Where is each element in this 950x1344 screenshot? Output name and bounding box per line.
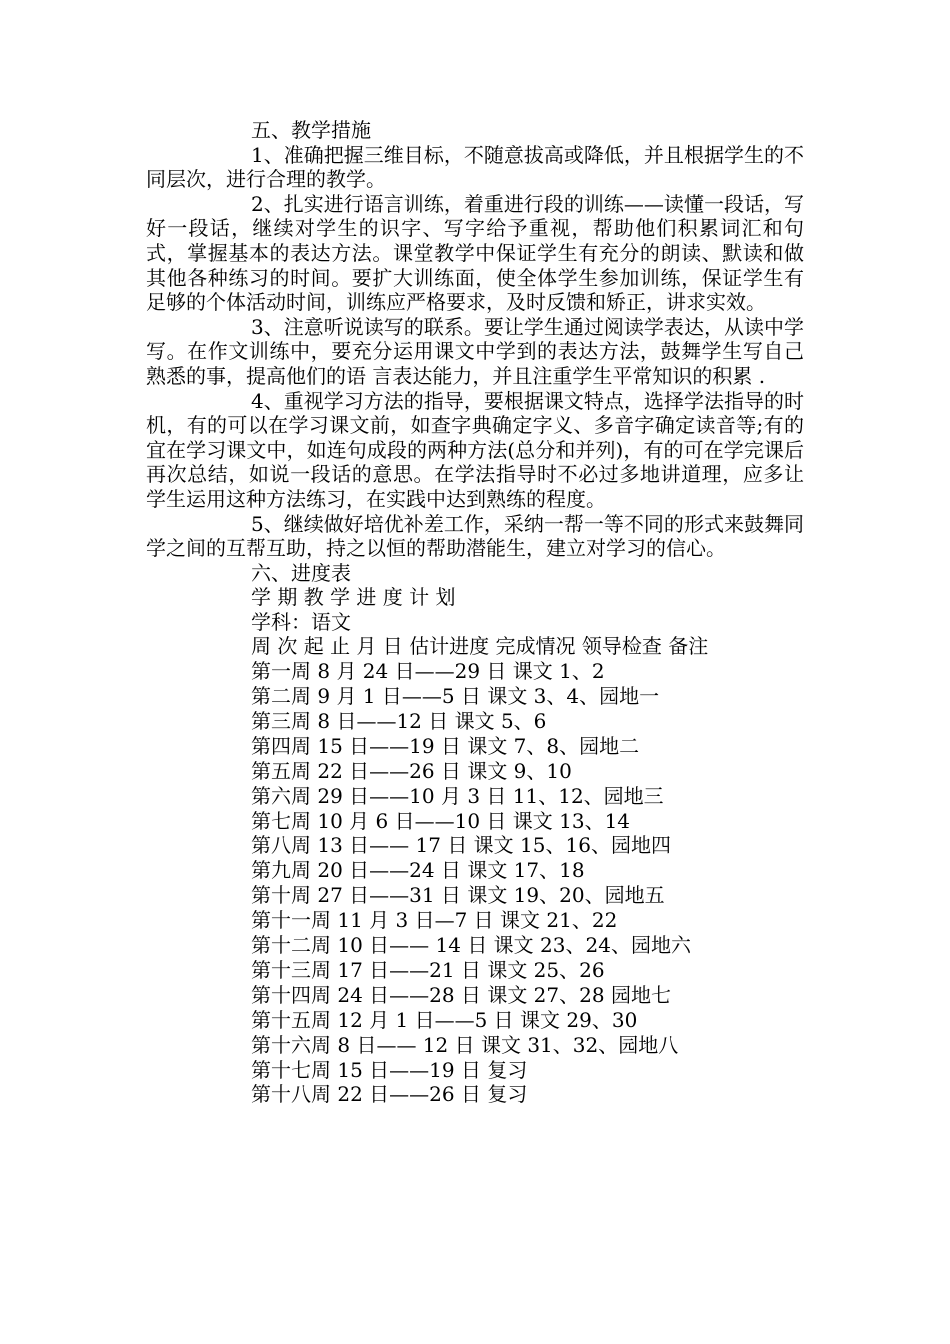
schedule-row: 第二周 9 月 1 日——5 日 课文 3、4、园地一	[251, 683, 660, 708]
schedule-row: 第四周 15 日——19 日 课文 7、8、园地二	[251, 733, 640, 758]
schedule-row: 第一周 8 月 24 日——29 日 课文 1、2	[251, 659, 605, 684]
schedule-row: 第九周 20 日——24 日 课文 17、18	[251, 858, 585, 883]
schedule-row: 第十四周 24 日——28 日 课文 27、28 园地七	[251, 982, 671, 1007]
document-page	[146, 118, 804, 1107]
schedule-row: 第三周 8 日——12 日 课文 5、6	[251, 708, 547, 733]
schedule-header: 周 次 起 止 月 日 估计进度 完成情况 领导检查 备注	[251, 634, 709, 659]
section-heading-schedule: 六、进度表	[251, 560, 351, 585]
schedule-row: 第八周 13 日—— 17 日 课文 15、16、园地四	[251, 833, 671, 858]
measure-paragraph-3: 3、注意听说读写的联系。要让学生通过阅读学表达，从读中学写。在作文训练中，要充分运用课文中学到的表达方法，鼓舞学生写自己熟悉的事，提高他们的语 言表达能力，并且注重学生平常知识的积累 .	[146, 314, 804, 388]
section-heading-teaching-measures: 五、教学措施	[251, 118, 371, 142]
schedule-row: 第七周 10 月 6 日——10 日 课文 13、14	[251, 808, 631, 833]
measure-paragraph-5: 5、继续做好培优补差工作，采纳一帮一等不同的形式来鼓舞同学之间的互帮互助，持之以恒的帮助潜能生，建立对学习的信心。	[146, 511, 804, 561]
schedule-row: 第十周 27 日——31 日 课文 19、20、园地五	[251, 883, 665, 908]
schedule-row: 第十八周 22 日——26 日 复习	[251, 1082, 528, 1107]
measure-paragraph-4: 4、重视学习方法的指导，要根据课文特点，选择学法指导的时机，有的可以在学习课文前，如查字典确定字义、多音字确定读音等;有的宜在学习课文中，如连句成段的两种方法(总分和并列)，有的可在学完课后再次总结，如说一段话的意思。在学法指导时不必过多地讲道理，应多让学生运用这种方法练习，在实践中达到熟练的程度。	[146, 388, 804, 511]
plan-title: 学 期 教 学 进 度 计 划	[251, 585, 456, 610]
schedule-list	[251, 659, 804, 1107]
schedule-row: 第十六周 8 日—— 12 日 课文 31、32、园地八	[251, 1032, 679, 1057]
measure-paragraph-1: 1、准确把握三维目标，不随意拔高或降低，并且根据学生的不同层次，进行合理的教学。	[146, 142, 804, 192]
schedule-row: 第十一周 11 月 3 日—7 日 课文 21、22	[251, 908, 618, 933]
measure-paragraph-2: 2、扎实进行语言训练，着重进行段的训练——读懂一段话，写好一段话，继续对学生的识字、写字给予重视，帮助他们积累词汇和句式，掌握基本的表达方法。课堂教学中保证学生有充分的朗读、默读和做其他各种练习的时间。要扩大训练面，使全体学生参加训练，保证学生有足够的个体活动时间，训练应严格要求，及时反馈和矫正，讲求实效。	[146, 191, 804, 315]
schedule-row: 第六周 29 日——10 月 3 日 11、12、园地三	[251, 783, 664, 808]
schedule-row: 第十二周 10 日—— 14 日 课文 23、24、园地六	[251, 933, 691, 958]
schedule-row: 第十七周 15 日——19 日 复习	[251, 1057, 528, 1082]
schedule-row: 第十三周 17 日——21 日 课文 25、26	[251, 957, 605, 982]
schedule-row: 第十五周 12 月 1 日——5 日 课文 29、30	[251, 1007, 638, 1032]
subject-line: 学科：语文	[251, 609, 351, 634]
schedule-row: 第五周 22 日——26 日 课文 9、10	[251, 758, 572, 783]
